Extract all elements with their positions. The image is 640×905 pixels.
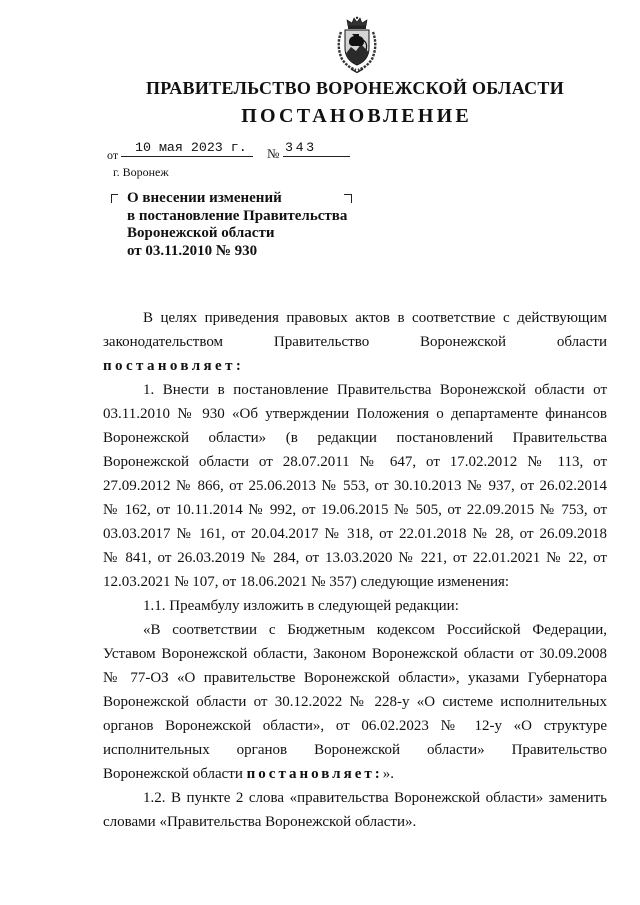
document-body	[103, 306, 607, 834]
city-label: г. Воронеж	[113, 165, 169, 179]
resolution-line	[103, 354, 607, 378]
resolves-keyword: постановляет:	[103, 358, 245, 374]
preamble-line: законодательством Правительство Воронежской области	[103, 334, 607, 350]
new-preamble-line: Воронежской области от 30.12.2022 № 228-у «О системе исполнительных	[103, 694, 607, 710]
date-prefix: от	[107, 148, 119, 162]
subject-line: в постановление Правительства	[127, 207, 348, 224]
new-preamble-line: «В соответствии с Бюджетным кодексом Российской Федерации,	[143, 622, 607, 638]
document-number: 343	[283, 139, 350, 157]
subject-corner-left	[111, 194, 118, 203]
organization-title: ПРАВИТЕЛЬСТВО ВОРОНЕЖСКОЙ ОБЛАСТИ	[145, 78, 565, 98]
new-preamble-line: № 77-ОЗ «О правительстве Воронежской области», указами Губернатора	[103, 670, 607, 686]
new-preamble-text: Воронежской области	[103, 766, 243, 782]
new-preamble-resolves-keyword: постановляет:	[246, 766, 383, 782]
item-1-line: 1. Внести в постановление Правительства Воронежской области от	[143, 382, 607, 398]
coat-of-arms-emblem	[329, 16, 385, 74]
document-type-title: ПОСТАНОВЛЕНИЕ	[241, 105, 472, 127]
new-preamble-last-line	[103, 762, 607, 786]
number-sign: №	[267, 146, 280, 161]
item-1-1-line: 1.1. Преамбулу изложить в следующей редакции:	[143, 598, 459, 614]
new-preamble-line: Уставом Воронежской области, Законом Воронежской области от 30.09.2008	[103, 646, 607, 662]
item-1-line: 03.03.2017 № 161, от 20.04.2017 № 318, от 22.01.2018 № 28, от 26.09.2018	[103, 526, 607, 542]
coat-of-arms-icon	[329, 16, 385, 74]
item-1-line: 12.03.2021 № 107, от 18.06.2021 № 357) следующие изменения:	[103, 574, 510, 590]
item-1-line: 27.09.2012 № 866, от 25.06.2013 № 553, от 30.10.2013 № 937, от 26.02.2014	[103, 478, 607, 494]
document-date: 10 мая 2023 г.	[121, 139, 253, 157]
item-1-line: Воронежской области от 28.07.2011 № 647, от 17.02.2012 № 113, от	[103, 454, 607, 470]
preamble-line: В целях приведения правовых актов в соответствие с действующим	[143, 310, 607, 326]
new-preamble-line: органов Воронежской области», от 06.02.2023 № 12-у «О структуре	[103, 718, 607, 734]
item-1-line: № 841, от 26.03.2019 № 284, от 13.03.2020 № 221, от 22.01.2021 № 22, от	[103, 550, 607, 566]
new-preamble-line: исполнительных органов Воронежской области» Правительство	[103, 742, 607, 758]
document-subject	[127, 190, 347, 261]
new-preamble-closing: ».	[382, 766, 394, 782]
item-1-2-line: 1.2. В пункте 2 слова «правительства Воронежской области» заменить	[143, 790, 607, 806]
item-1-line: Воронежской области» (в редакции постановлений Правительства	[103, 430, 607, 446]
subject-line: от 03.11.2010 № 930	[127, 243, 258, 260]
item-1-line: 03.11.2010 № 930 «Об утверждении Положения о департаменте финансов	[103, 406, 607, 422]
subject-line: Воронежской области	[127, 225, 275, 242]
item-1-line: № 162, от 10.11.2014 № 992, от 19.06.2015 № 505, от 22.09.2015 № 753, от	[103, 502, 607, 518]
item-1-2-line: словами «Правительства Воронежской области».	[103, 814, 417, 830]
subject-line: О внесении изменений	[127, 190, 282, 206]
